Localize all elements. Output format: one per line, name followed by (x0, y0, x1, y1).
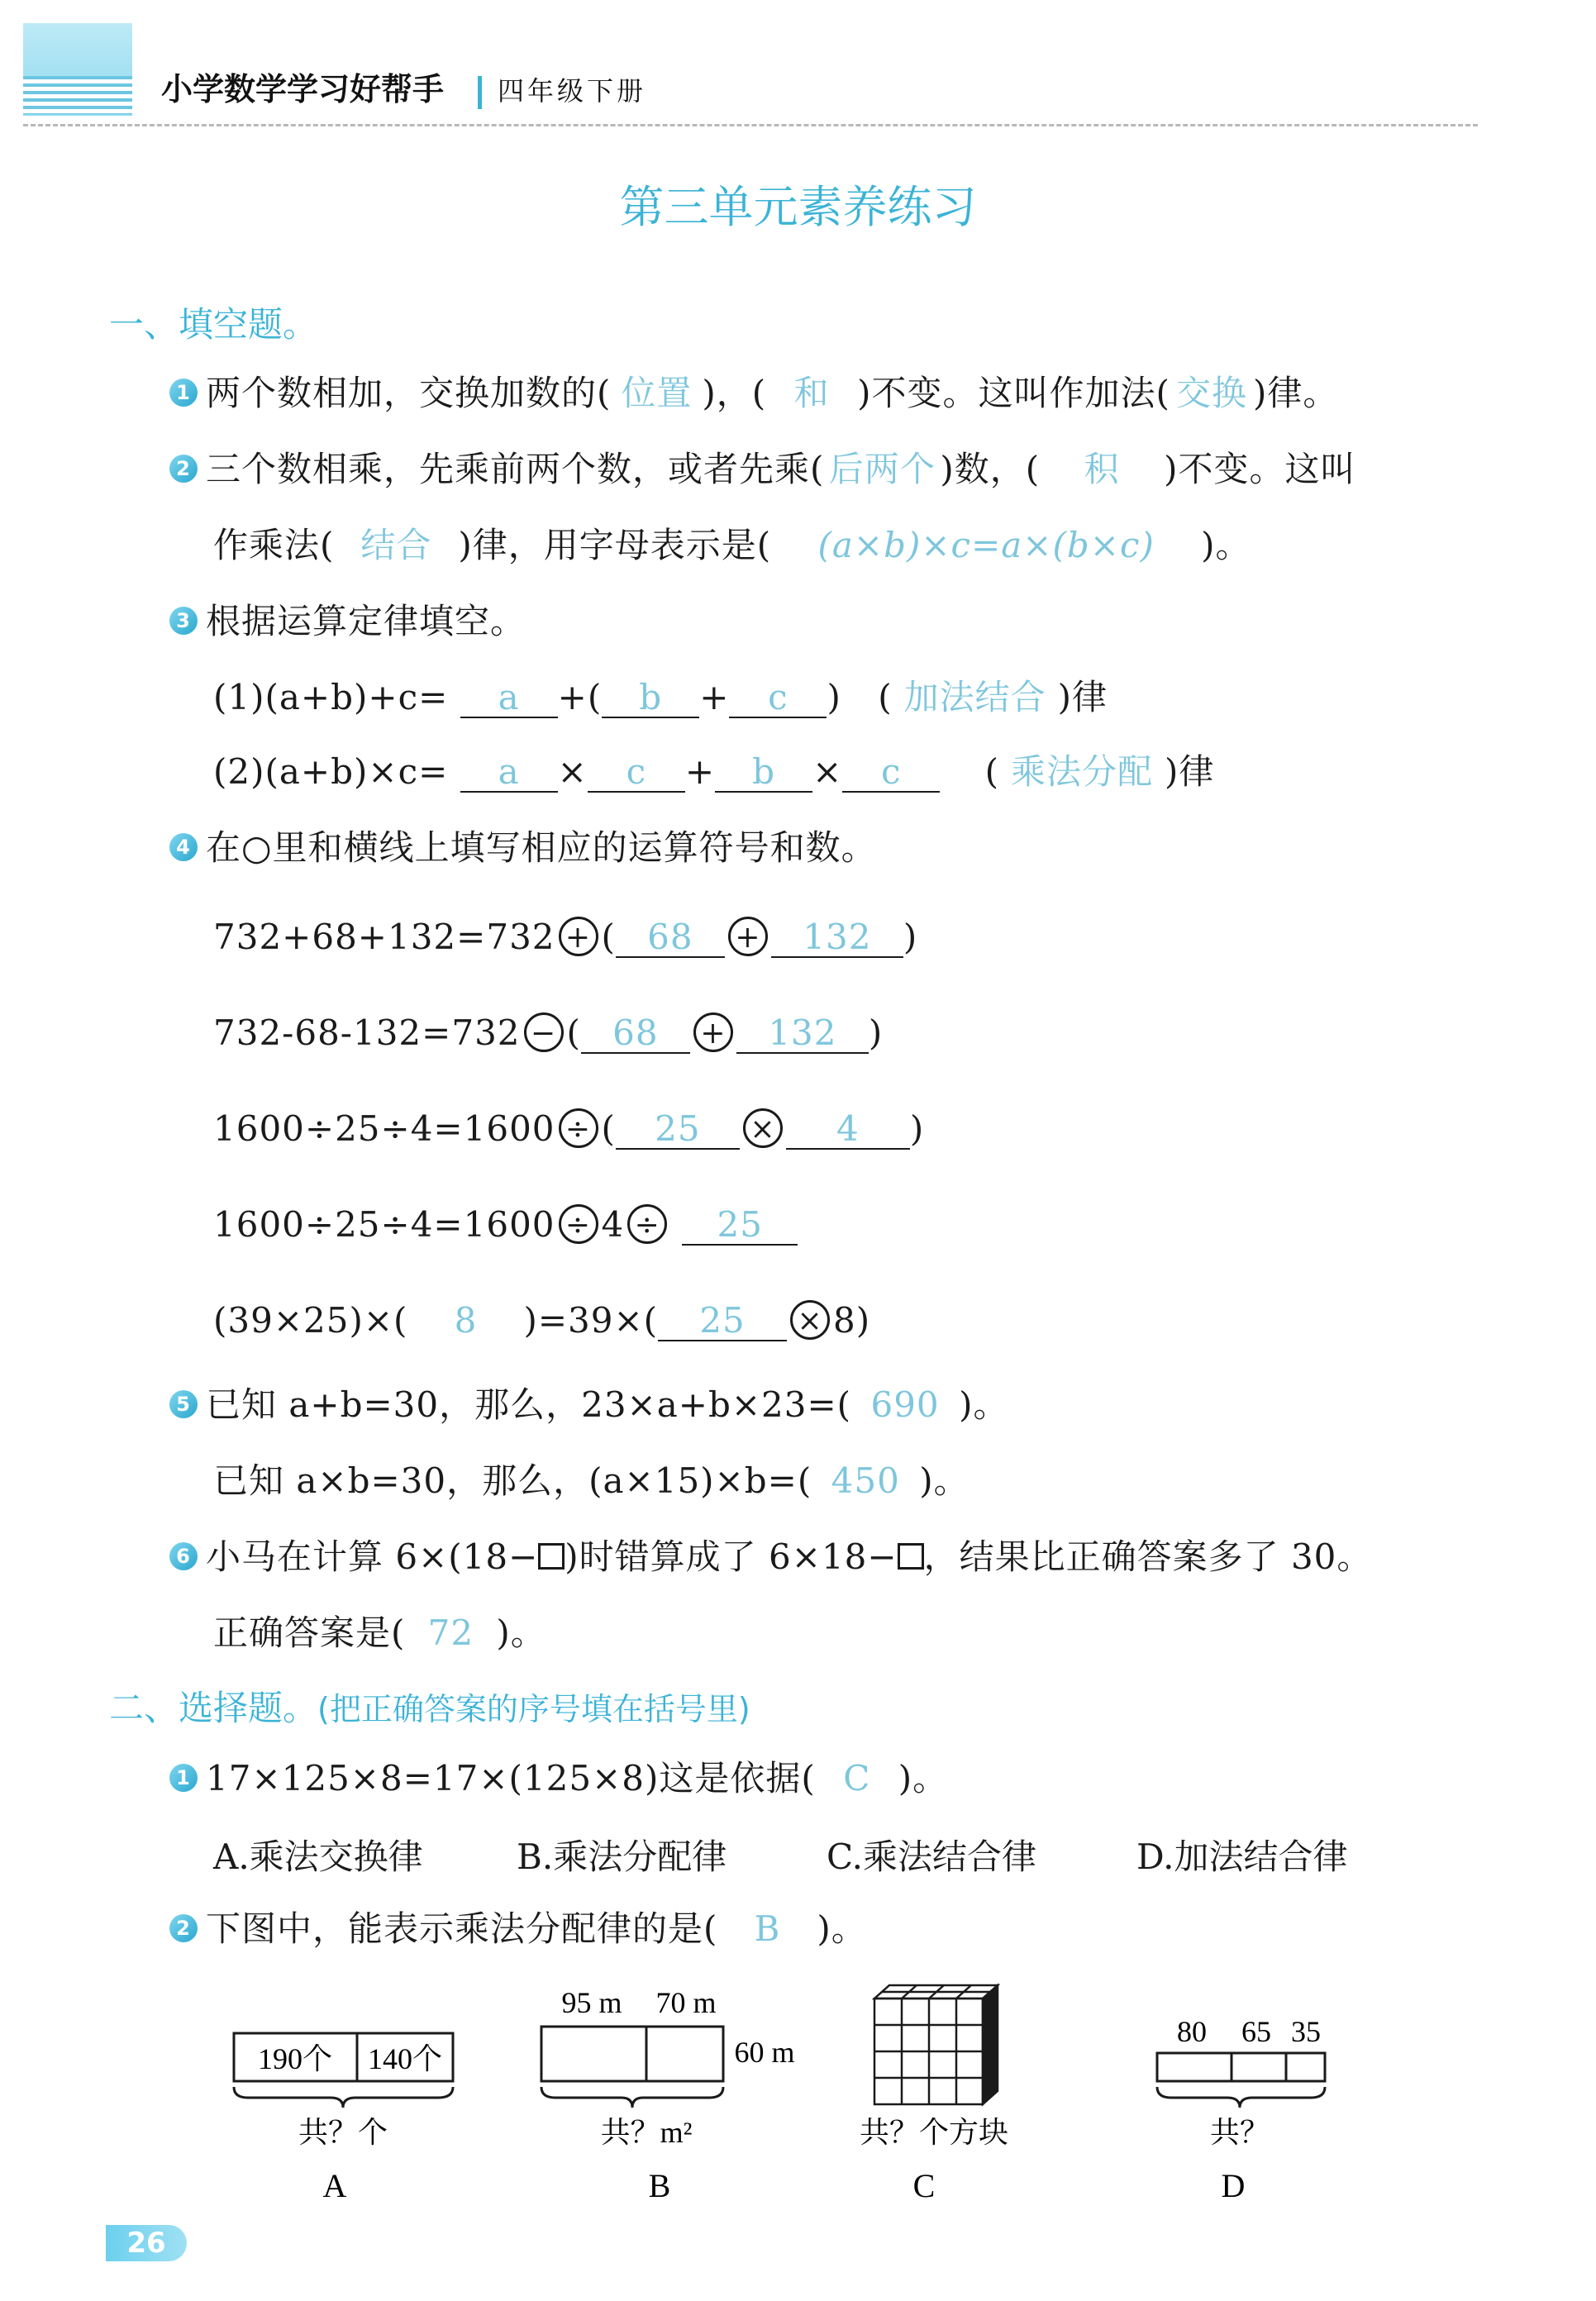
question-number: 5 (169, 1390, 198, 1418)
question-number: 1 (169, 1764, 198, 1792)
question-number: 6 (169, 1542, 198, 1570)
blank: c (729, 679, 827, 718)
blank: 132 (771, 918, 903, 958)
blank: 132 (736, 1014, 869, 1054)
question-1-1: 1 两个数相加，交换加数的( 位置 )，( 和 )不变。这叫作加法( 交换 )律。 (169, 370, 1338, 417)
blank: c (588, 753, 685, 793)
question-1-4-row2: 732-68-132=732 − ( 68 + 132 ) (213, 1012, 884, 1053)
figure-d-caption: 共？ (1209, 2116, 1270, 2149)
blank: 25 (616, 1110, 740, 1150)
question-number: 3 (169, 607, 198, 635)
answer: 结合 (360, 525, 432, 565)
figure-d-brace (1157, 2087, 1325, 2108)
figure-a (234, 2033, 453, 2204)
operator-circle: × (790, 1300, 830, 1340)
figure-b-top2: 70 m (655, 1986, 717, 2019)
figure-d-n3: 35 (1291, 2015, 1321, 2048)
answer: 8 (454, 1300, 478, 1341)
figure-c-side-face (983, 1985, 998, 2104)
blank: a (460, 679, 558, 718)
figure-c-caption: 共？个方块 (859, 2116, 1009, 2149)
page-number: 26 (126, 2227, 166, 2260)
square-symbol (898, 1543, 924, 1570)
question-1-2-line2: 作乘法( 结合 )律，用字母表示是( (a×b)×c=a×(b×c) )。 (213, 522, 1251, 569)
question-1-6-line2: 正确答案是( 72 )。 (213, 1610, 546, 1656)
figure-d (1157, 2015, 1325, 2204)
figure-a-label: A (322, 2167, 347, 2204)
blank: b (602, 679, 699, 718)
option-b: B.乘法分配律 (517, 1837, 727, 1877)
figure-a-brace (234, 2087, 453, 2108)
answer: 450 (831, 1460, 900, 1501)
section-1-title: 一、填空题。 (109, 304, 318, 345)
operator-circle: × (743, 1108, 783, 1148)
answer: 加法结合 (903, 677, 1046, 717)
figure-d-n2: 65 (1241, 2015, 1271, 2048)
figure-a-left: 190个 (257, 2042, 333, 2075)
operator-circle: + (728, 917, 768, 956)
operator-circle: ÷ (559, 1204, 598, 1244)
answer: 积 (1084, 449, 1120, 489)
operator-circle: ÷ (627, 1204, 667, 1244)
blank: 68 (581, 1014, 690, 1054)
answer: C (843, 1758, 871, 1798)
page-title: 第三单元素养练习 (619, 181, 977, 233)
question-1-5-line1: 5 已知 a+b=30，那么，23×a+b×23=( 690 )。 (169, 1382, 1008, 1428)
blank: b (715, 753, 812, 793)
figures (0, 1975, 1596, 2215)
figure-a-right: 140个 (367, 2042, 443, 2075)
figure-a-caption: 共？个 (298, 2116, 388, 2149)
option-c: C.乘法结合律 (827, 1837, 1036, 1877)
header-stripe-lines (23, 76, 132, 114)
question-number: 2 (169, 455, 198, 483)
question-1-5-line2: 已知 a×b=30，那么，(a×15)×b=( 450 )。 (213, 1458, 970, 1504)
blank: 68 (616, 918, 725, 958)
header-divider (478, 76, 482, 109)
answer: B (754, 1908, 781, 1949)
answer: 和 (793, 373, 830, 413)
answer: 690 (870, 1384, 940, 1425)
blank: 4 (786, 1110, 910, 1150)
figure-d-n1: 80 (1177, 2015, 1207, 2048)
question-1-3-row2: (2)(a+b)×c= a × c + b × c ( 乘法分配 )律 (213, 749, 1214, 795)
figure-c (874, 1985, 998, 2104)
answer: 后两个 (828, 449, 936, 489)
blank: c (842, 753, 940, 793)
question-1-3-row1: (1)(a+b)+c= a +( b + c ) ( 加法结合 )律 (213, 674, 1108, 721)
figure-b-top1: 95 m (561, 1986, 622, 2019)
question-1-4-row4: 1600÷25÷4=1600 ÷ 4 ÷ 25 (213, 1202, 798, 1248)
operator-circle: + (559, 917, 598, 956)
figure-b-caption: 共？m² (600, 2116, 693, 2149)
question-1-3: 3 根据运算定律填空。 (169, 598, 526, 645)
figure-b-side: 60 m (734, 2036, 795, 2069)
square-symbol (538, 1543, 565, 1570)
figure-b (541, 1986, 795, 2204)
question-1-4: 4 在○里和横线上填写相应的运算符号和数。 (169, 825, 877, 871)
answer: 72 (427, 1613, 474, 1653)
figure-d-bar (1157, 2053, 1325, 2081)
question-number: 4 (169, 833, 198, 861)
blank: 25 (682, 1206, 798, 1246)
option-a: A.乘法交换律 (213, 1837, 423, 1877)
header-dashed-rule (23, 124, 1478, 126)
operator-circle: − (524, 1012, 564, 1052)
question-1-4-row1: 732+68+132=732 + ( 68 + 132 ) (213, 917, 918, 957)
grade-label: 四年级下册 (498, 75, 647, 107)
operator-circle: + (693, 1012, 733, 1052)
option-d: D.加法结合律 (1136, 1837, 1348, 1877)
answer: 乘法分配 (1011, 751, 1154, 792)
answer: (a×b)×c=a×(b×c) (817, 525, 1155, 565)
question-1-2-line1: 2 三个数相乘，先乘前两个数，或者先乘( 后两个 )数，( 积 )不变。这叫 (169, 446, 1356, 493)
book-title: 小学数学学习好帮手 (161, 71, 445, 107)
question-1-6-line1: 6 小马在计算 6×(18− )时错算成了 6×18− ，结果比正确答案多了 30。 (169, 1534, 1372, 1580)
figure-b-label: B (648, 2167, 671, 2204)
blank: 25 (658, 1302, 787, 1341)
figure-b-box (541, 2027, 723, 2081)
question-2-1: 1 17×125×8=17×(125×8)这是依据( C )。 (169, 1756, 948, 1802)
section-2-title: 二、选择题。(把正确答案的序号填在括号里) (109, 1688, 750, 1728)
question-number: 2 (169, 1914, 198, 1942)
question-2-2: 2 下图中，能表示乘法分配律的是( B )。 (169, 1906, 867, 1952)
question-number: 1 (169, 379, 198, 407)
question-1-4-row5: (39×25)×( 8 )=39×( 25 × 8) (213, 1298, 870, 1344)
figure-c-label: C (912, 2167, 936, 2204)
answer: 交换 (1175, 373, 1247, 413)
figure-d-label: D (1221, 2167, 1246, 2204)
figure-b-brace (541, 2087, 723, 2108)
answer: 位置 (621, 373, 693, 413)
blank: a (460, 753, 558, 793)
operator-circle: ÷ (559, 1108, 598, 1148)
question-1-4-row3: 1600÷25÷4=1600 ÷ ( 25 × 4 ) (213, 1108, 925, 1149)
